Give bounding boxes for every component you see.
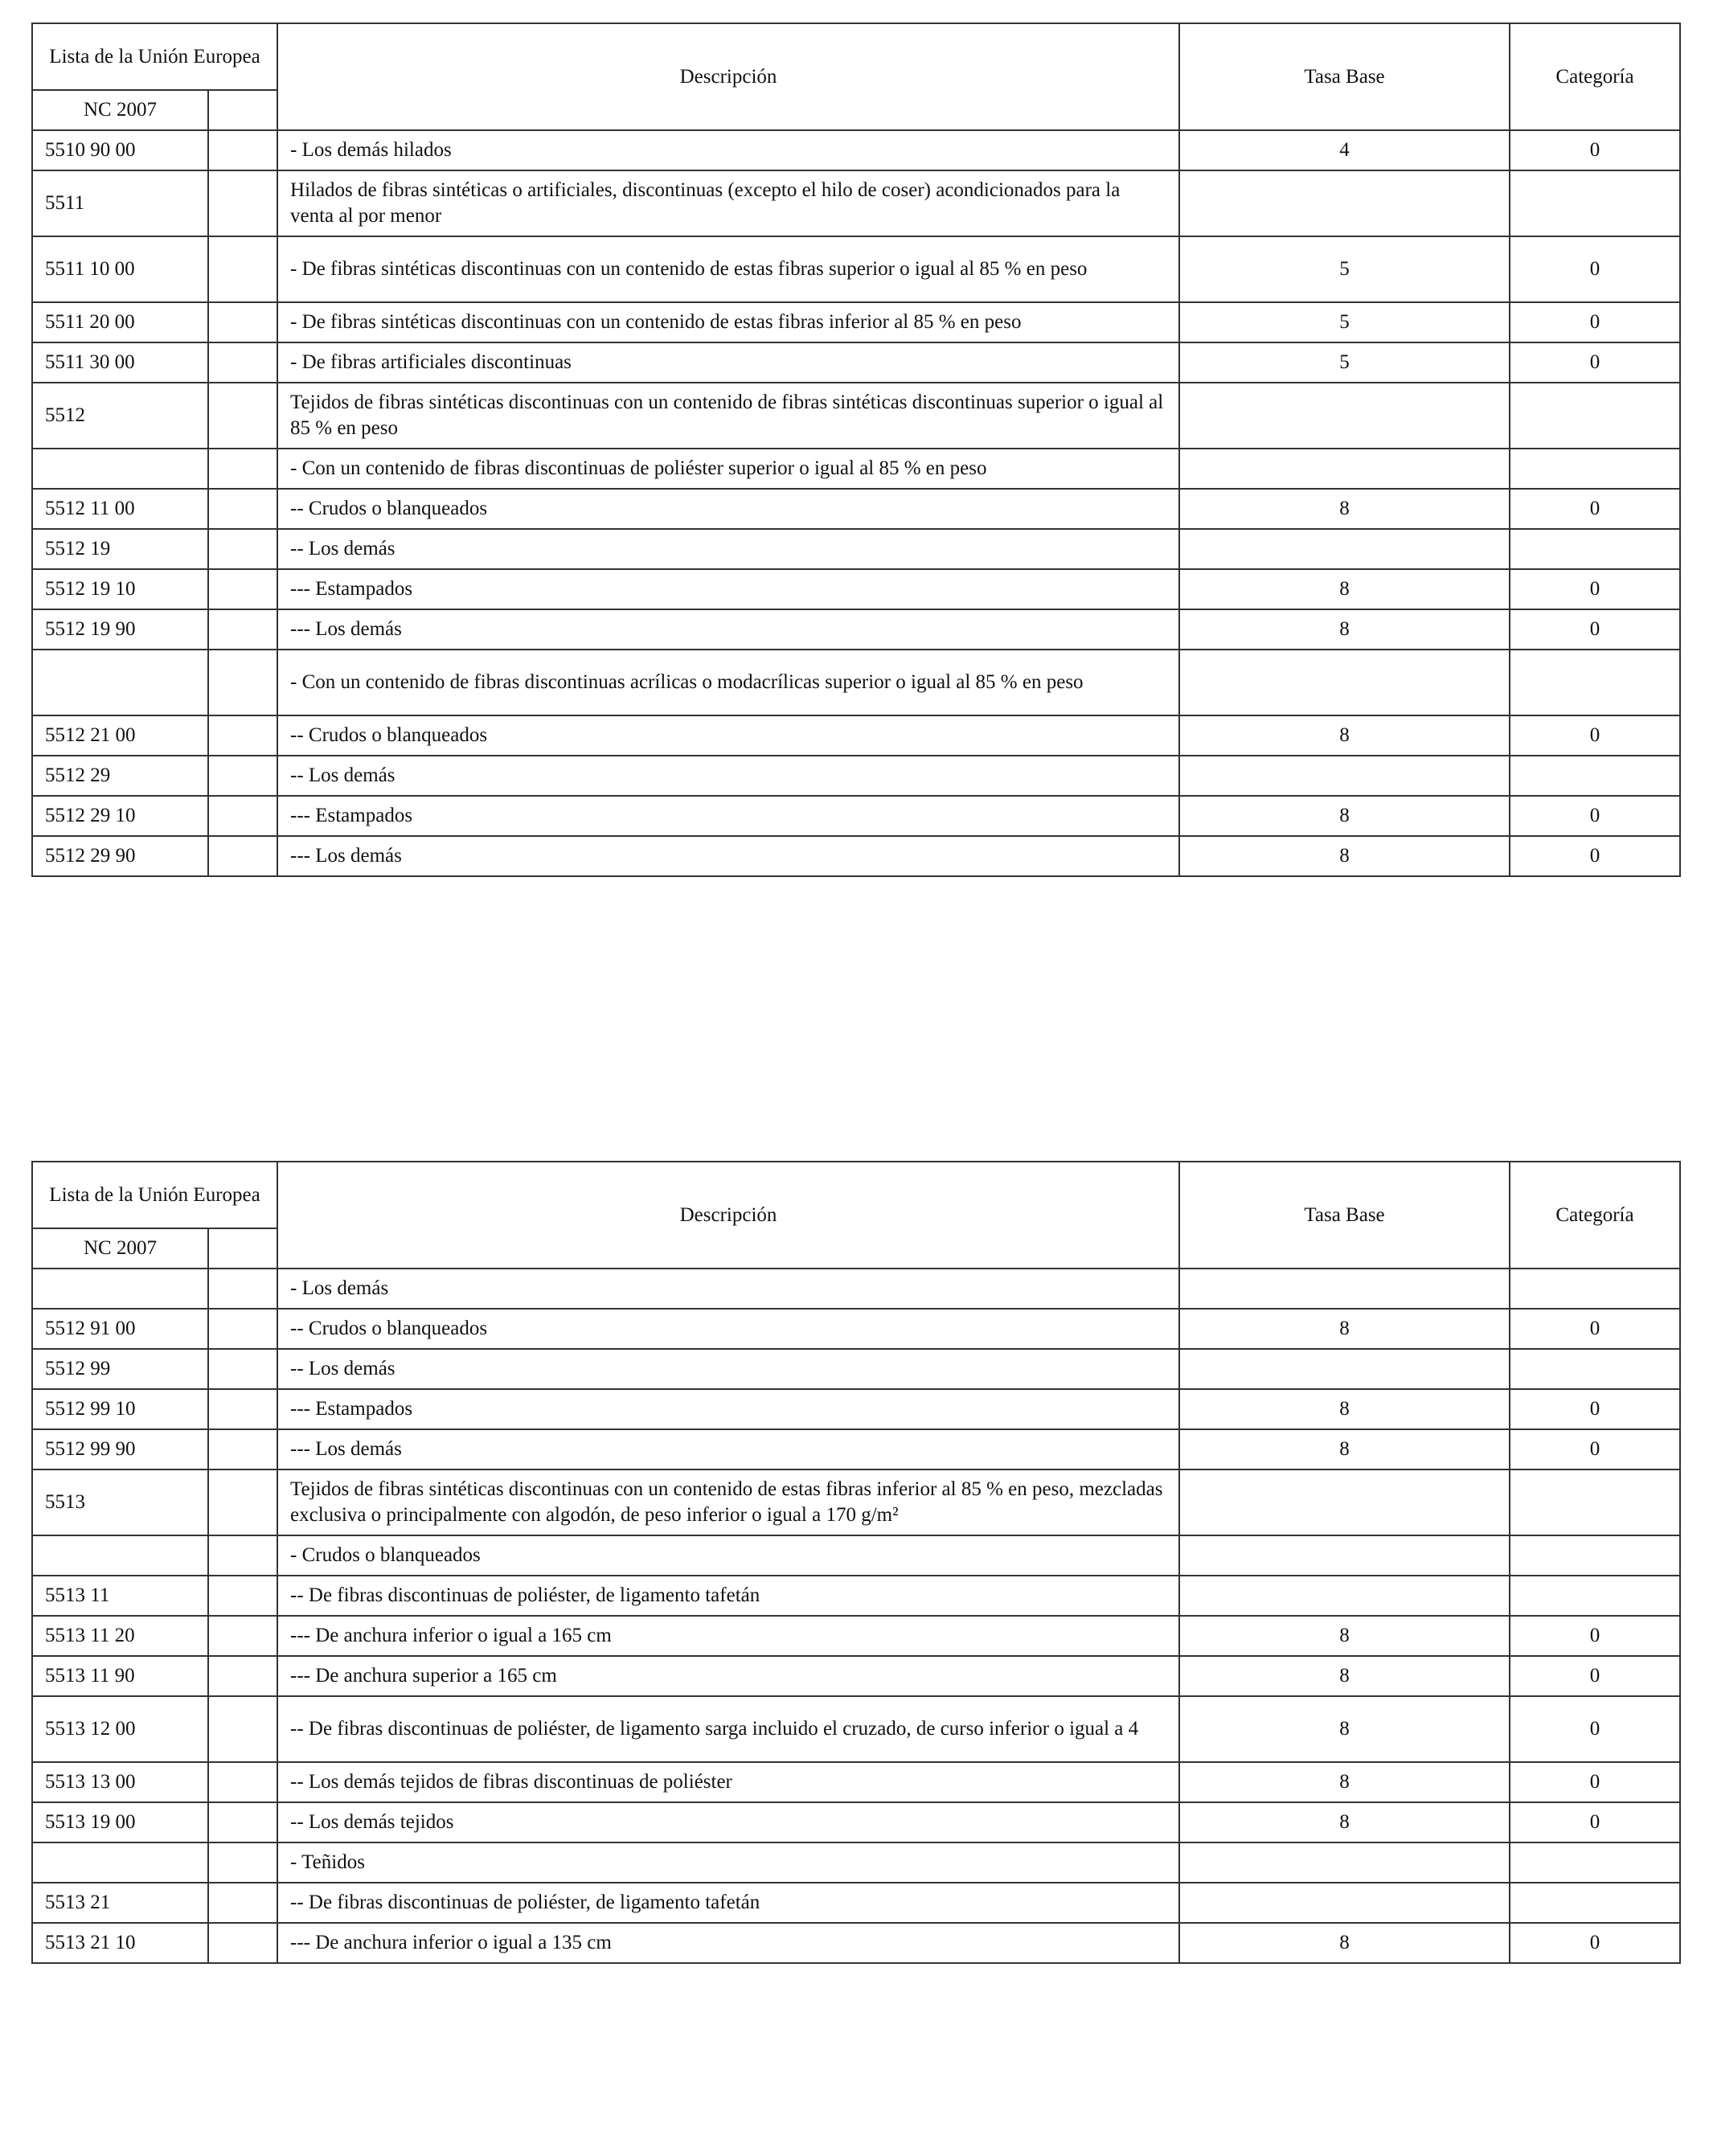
eu-list-header: Lista de la Unión Europea	[32, 1162, 277, 1228]
blank-cell	[208, 1349, 277, 1389]
base-rate-cell: 8	[1179, 715, 1510, 756]
table-row	[32, 650, 1680, 715]
blank-cell	[208, 1389, 277, 1429]
description-cell: - De fibras sintéticas discontinuas con un contenido de estas fibras inferior al 85 % en peso	[277, 302, 1179, 342]
category-cell: 0	[1510, 236, 1680, 302]
tariff-code: 5511 10 00	[32, 236, 208, 302]
tariff-table-1	[31, 23, 1681, 877]
blank-cell	[208, 1469, 277, 1535]
description-cell: Tejidos de fibras sintéticas discontinuas con un contenido de fibras sintéticas discontinuas superior o igual al 85 % en peso	[277, 383, 1179, 449]
description-cell: -- Los demás tejidos de fibras discontinuas de poliéster	[277, 1762, 1179, 1802]
category-cell: 0	[1510, 342, 1680, 383]
tariff-code: 5512 99 10	[32, 1389, 208, 1429]
tariff-code: 5512	[32, 383, 208, 449]
tariff-code: 5512 21 00	[32, 715, 208, 756]
tariff-code: 5512 19 10	[32, 569, 208, 609]
category-cell: 0	[1510, 1616, 1680, 1656]
table-row	[32, 1802, 1680, 1842]
base-rate-cell	[1179, 1269, 1510, 1309]
table-row	[32, 1923, 1680, 1963]
table-row	[32, 449, 1680, 489]
description-cell: - Los demás hilados	[277, 130, 1179, 170]
blank-cell	[208, 715, 277, 756]
table-row	[32, 836, 1680, 876]
base-rate-cell: 8	[1179, 1696, 1510, 1762]
blank-cell	[208, 1656, 277, 1696]
blank-cell	[208, 529, 277, 569]
base-rate-cell: 8	[1179, 1802, 1510, 1842]
description-cell: --- De anchura inferior o igual a 135 cm	[277, 1923, 1179, 1963]
base-rate-cell: 5	[1179, 236, 1510, 302]
nc-2007-header: NC 2007	[32, 90, 208, 130]
category-cell: 0	[1510, 130, 1680, 170]
base-rate-cell: 8	[1179, 569, 1510, 609]
description-header: Descripción	[277, 1162, 1179, 1269]
base-rate-cell	[1179, 1469, 1510, 1535]
tariff-code: 5512 99	[32, 1349, 208, 1389]
table-row	[32, 1762, 1680, 1802]
blank-cell	[208, 1802, 277, 1842]
description-cell: --- De anchura inferior o igual a 165 cm	[277, 1616, 1179, 1656]
blank-header-cell	[208, 1228, 277, 1269]
table-row	[32, 1349, 1680, 1389]
table-row	[32, 1309, 1680, 1349]
tariff-code: 5513 21 10	[32, 1923, 208, 1963]
base-rate-cell	[1179, 449, 1510, 489]
base-rate-header: Tasa Base	[1179, 1162, 1510, 1269]
blank-cell	[208, 836, 277, 876]
table-row	[32, 130, 1680, 170]
category-cell: 0	[1510, 836, 1680, 876]
table-row	[32, 609, 1680, 650]
base-rate-cell: 8	[1179, 1923, 1510, 1963]
tariff-code: 5513	[32, 1469, 208, 1535]
base-rate-header: Tasa Base	[1179, 23, 1510, 130]
blank-cell	[208, 383, 277, 449]
description-cell: --- De anchura superior a 165 cm	[277, 1656, 1179, 1696]
description-cell: -- De fibras discontinuas de poliéster, de ligamento sarga incluido el cruzado, de curso inferior o igual a 4	[277, 1696, 1179, 1762]
tariff-code: 5512 99 90	[32, 1429, 208, 1469]
description-cell: - De fibras artificiales discontinuas	[277, 342, 1179, 383]
tariff-code: 5513 12 00	[32, 1696, 208, 1762]
table-row	[32, 529, 1680, 569]
table-row	[32, 1696, 1680, 1762]
table-header-row	[32, 23, 1680, 90]
category-cell: 0	[1510, 1802, 1680, 1842]
blank-cell	[208, 796, 277, 836]
blank-cell	[208, 1883, 277, 1923]
category-cell: 0	[1510, 302, 1680, 342]
table-row	[32, 1656, 1680, 1696]
blank-cell	[208, 1923, 277, 1963]
category-cell	[1510, 1535, 1680, 1576]
category-cell: 0	[1510, 1309, 1680, 1349]
base-rate-cell: 8	[1179, 1762, 1510, 1802]
tariff-code: 5513 21	[32, 1883, 208, 1923]
table-row	[32, 1883, 1680, 1923]
table-row	[32, 302, 1680, 342]
category-cell: 0	[1510, 1762, 1680, 1802]
description-cell: Hilados de fibras sintéticas o artificiales, discontinuas (excepto el hilo de coser) acondicionados para la venta al por menor	[277, 170, 1179, 236]
table-row	[32, 569, 1680, 609]
table-row	[32, 1389, 1680, 1429]
description-cell: - Con un contenido de fibras discontinuas de poliéster superior o igual al 85 % en peso	[277, 449, 1179, 489]
category-cell	[1510, 449, 1680, 489]
category-cell	[1510, 1842, 1680, 1883]
tariff-code	[32, 650, 208, 715]
category-cell: 0	[1510, 1923, 1680, 1963]
description-cell: --- Estampados	[277, 569, 1179, 609]
base-rate-cell	[1179, 1576, 1510, 1616]
base-rate-cell: 8	[1179, 1429, 1510, 1469]
description-cell: -- Crudos o blanqueados	[277, 489, 1179, 529]
base-rate-cell	[1179, 1842, 1510, 1883]
table-row	[32, 1269, 1680, 1309]
blank-cell	[208, 489, 277, 529]
description-header: Descripción	[277, 23, 1179, 130]
base-rate-cell: 8	[1179, 1616, 1510, 1656]
tariff-code: 5511 20 00	[32, 302, 208, 342]
base-rate-cell	[1179, 170, 1510, 236]
base-rate-cell: 4	[1179, 130, 1510, 170]
category-cell	[1510, 1349, 1680, 1389]
blank-cell	[208, 569, 277, 609]
category-cell	[1510, 383, 1680, 449]
base-rate-cell: 5	[1179, 342, 1510, 383]
category-header: Categoría	[1510, 1162, 1680, 1269]
blank-cell	[208, 1762, 277, 1802]
category-cell: 0	[1510, 609, 1680, 650]
blank-cell	[208, 1269, 277, 1309]
table-row	[32, 715, 1680, 756]
tariff-code: 5513 11 90	[32, 1656, 208, 1696]
category-cell	[1510, 1269, 1680, 1309]
table-row	[32, 1429, 1680, 1469]
base-rate-cell	[1179, 383, 1510, 449]
table-row	[32, 236, 1680, 302]
description-cell: -- De fibras discontinuas de poliéster, de ligamento tafetán	[277, 1883, 1179, 1923]
description-cell: --- Los demás	[277, 1429, 1179, 1469]
blank-cell	[208, 1696, 277, 1762]
table-row	[32, 170, 1680, 236]
description-cell: -- Los demás tejidos	[277, 1802, 1179, 1842]
base-rate-cell: 8	[1179, 489, 1510, 529]
category-cell: 0	[1510, 489, 1680, 529]
category-cell: 0	[1510, 569, 1680, 609]
description-cell: - Con un contenido de fibras discontinuas acrílicas o modacrílicas superior o igual al 85 % en peso	[277, 650, 1179, 715]
table-row	[32, 756, 1680, 796]
tariff-code: 5511 30 00	[32, 342, 208, 383]
category-cell	[1510, 1469, 1680, 1535]
tariff-code: 5512 91 00	[32, 1309, 208, 1349]
category-cell: 0	[1510, 796, 1680, 836]
tariff-code	[32, 1842, 208, 1883]
blank-cell	[208, 130, 277, 170]
base-rate-cell: 8	[1179, 1309, 1510, 1349]
tariff-code: 5510 90 00	[32, 130, 208, 170]
table-row	[32, 1616, 1680, 1656]
tariff-code: 5512 29 10	[32, 796, 208, 836]
description-cell: --- Estampados	[277, 796, 1179, 836]
base-rate-cell	[1179, 1535, 1510, 1576]
category-cell	[1510, 756, 1680, 796]
base-rate-cell	[1179, 1349, 1510, 1389]
category-cell	[1510, 529, 1680, 569]
tariff-code: 5512 19 90	[32, 609, 208, 650]
base-rate-cell	[1179, 756, 1510, 796]
category-cell: 0	[1510, 1656, 1680, 1696]
category-cell: 0	[1510, 1429, 1680, 1469]
blank-cell	[208, 236, 277, 302]
tariff-code: 5512 29 90	[32, 836, 208, 876]
table-row	[32, 1535, 1680, 1576]
description-cell: - Teñidos	[277, 1842, 1179, 1883]
blank-cell	[208, 342, 277, 383]
base-rate-cell	[1179, 650, 1510, 715]
blank-cell	[208, 1309, 277, 1349]
blank-cell	[208, 1429, 277, 1469]
tariff-code: 5513 19 00	[32, 1802, 208, 1842]
description-cell: -- Los demás	[277, 529, 1179, 569]
blank-cell	[208, 1576, 277, 1616]
blank-cell	[208, 1616, 277, 1656]
table-row	[32, 1469, 1680, 1535]
tariff-code: 5511	[32, 170, 208, 236]
blank-header-cell	[208, 90, 277, 130]
base-rate-cell: 8	[1179, 836, 1510, 876]
category-cell: 0	[1510, 1696, 1680, 1762]
blank-cell	[208, 650, 277, 715]
tariff-code	[32, 1269, 208, 1309]
description-cell: -- Crudos o blanqueados	[277, 715, 1179, 756]
tariff-code: 5513 13 00	[32, 1762, 208, 1802]
description-cell: -- Los demás	[277, 756, 1179, 796]
category-cell: 0	[1510, 715, 1680, 756]
base-rate-cell: 8	[1179, 796, 1510, 836]
base-rate-cell: 8	[1179, 609, 1510, 650]
tariff-table-2	[31, 1161, 1681, 1964]
table-header-row	[32, 1162, 1680, 1228]
tariff-code	[32, 449, 208, 489]
base-rate-cell: 8	[1179, 1389, 1510, 1429]
blank-cell	[208, 1842, 277, 1883]
blank-cell	[208, 170, 277, 236]
table-row	[32, 796, 1680, 836]
eu-list-header: Lista de la Unión Europea	[32, 23, 277, 90]
tariff-code: 5512 29	[32, 756, 208, 796]
description-cell: - De fibras sintéticas discontinuas con un contenido de estas fibras superior o igual al 85 % en peso	[277, 236, 1179, 302]
blank-cell	[208, 609, 277, 650]
category-cell	[1510, 650, 1680, 715]
category-header: Categoría	[1510, 23, 1680, 130]
description-cell: --- Los demás	[277, 609, 1179, 650]
table-row	[32, 383, 1680, 449]
description-cell: --- Los demás	[277, 836, 1179, 876]
base-rate-cell: 5	[1179, 302, 1510, 342]
tariff-code	[32, 1535, 208, 1576]
category-cell	[1510, 170, 1680, 236]
description-cell: -- Crudos o blanqueados	[277, 1309, 1179, 1349]
blank-cell	[208, 1535, 277, 1576]
category-cell: 0	[1510, 1389, 1680, 1429]
blank-cell	[208, 302, 277, 342]
table-row	[32, 1576, 1680, 1616]
base-rate-cell: 8	[1179, 1656, 1510, 1696]
description-cell: - Crudos o blanqueados	[277, 1535, 1179, 1576]
nc-2007-header: NC 2007	[32, 1228, 208, 1269]
table-row	[32, 342, 1680, 383]
category-cell	[1510, 1576, 1680, 1616]
tariff-code: 5512 19	[32, 529, 208, 569]
description-cell: -- Los demás	[277, 1349, 1179, 1389]
table-row	[32, 489, 1680, 529]
description-cell: -- De fibras discontinuas de poliéster, de ligamento tafetán	[277, 1576, 1179, 1616]
blank-cell	[208, 756, 277, 796]
tariff-code: 5512 11 00	[32, 489, 208, 529]
base-rate-cell	[1179, 529, 1510, 569]
description-cell: - Los demás	[277, 1269, 1179, 1309]
table-row	[32, 1842, 1680, 1883]
base-rate-cell	[1179, 1883, 1510, 1923]
tariff-code: 5513 11 20	[32, 1616, 208, 1656]
blank-cell	[208, 449, 277, 489]
description-cell: Tejidos de fibras sintéticas discontinuas con un contenido de estas fibras inferior al 85 % en peso, mezcladas exclusiva o principalmente con algodón, de peso inferior o igual a 170 g/m²	[277, 1469, 1179, 1535]
category-cell	[1510, 1883, 1680, 1923]
tariff-code: 5513 11	[32, 1576, 208, 1616]
description-cell: --- Estampados	[277, 1389, 1179, 1429]
